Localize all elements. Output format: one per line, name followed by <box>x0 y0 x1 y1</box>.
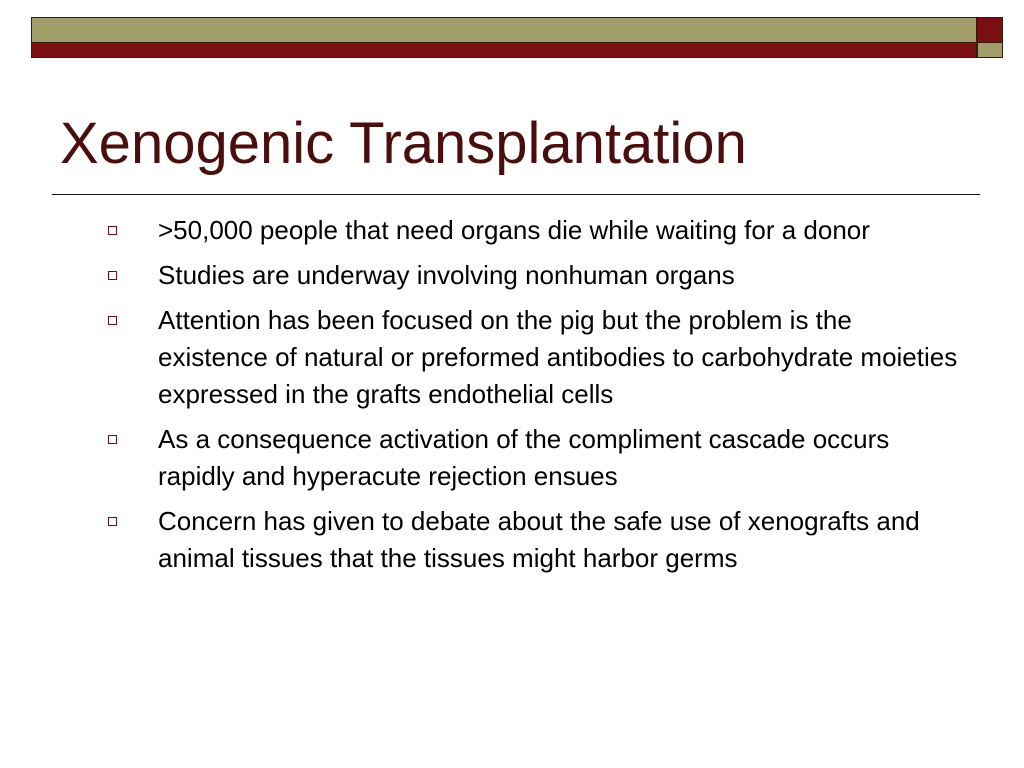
bullet-item <box>106 421 966 495</box>
hollow-square-bullet-icon <box>108 226 117 235</box>
bullet-item <box>106 257 966 294</box>
header-banner-maroon <box>31 42 977 58</box>
bullet-text: Studies are underway involving nonhuman organs <box>158 260 735 290</box>
hollow-square-bullet-icon <box>108 517 117 526</box>
bullet-text: Concern has given to debate about the safe use of xenografts and animal tissues that the tissues might harbor germs <box>158 506 920 573</box>
slide-title: Xenogenic Transplantation <box>60 111 747 176</box>
bullet-text: As a consequence activation of the compliment cascade occurs rapidly and hyperacute rejection ensues <box>158 424 890 491</box>
header-corner-olive-square <box>977 42 1003 58</box>
hollow-square-bullet-icon <box>108 316 117 325</box>
bullet-item <box>106 503 966 577</box>
header-banner-olive <box>31 17 977 43</box>
header-corner-maroon-square <box>977 17 1003 43</box>
bullet-item <box>106 212 966 249</box>
hollow-square-bullet-icon <box>108 271 117 280</box>
bullet-list <box>106 212 966 585</box>
title-divider <box>52 194 980 195</box>
bullet-text: Attention has been focused on the pig but the problem is the existence of natural or preformed antibodies to carbohydrate moieties expressed in the grafts endothelial cells <box>158 305 958 409</box>
hollow-square-bullet-icon <box>108 435 117 444</box>
bullet-item <box>106 302 966 413</box>
bullet-text: >50,000 people that need organs die while waiting for a donor <box>158 215 870 245</box>
